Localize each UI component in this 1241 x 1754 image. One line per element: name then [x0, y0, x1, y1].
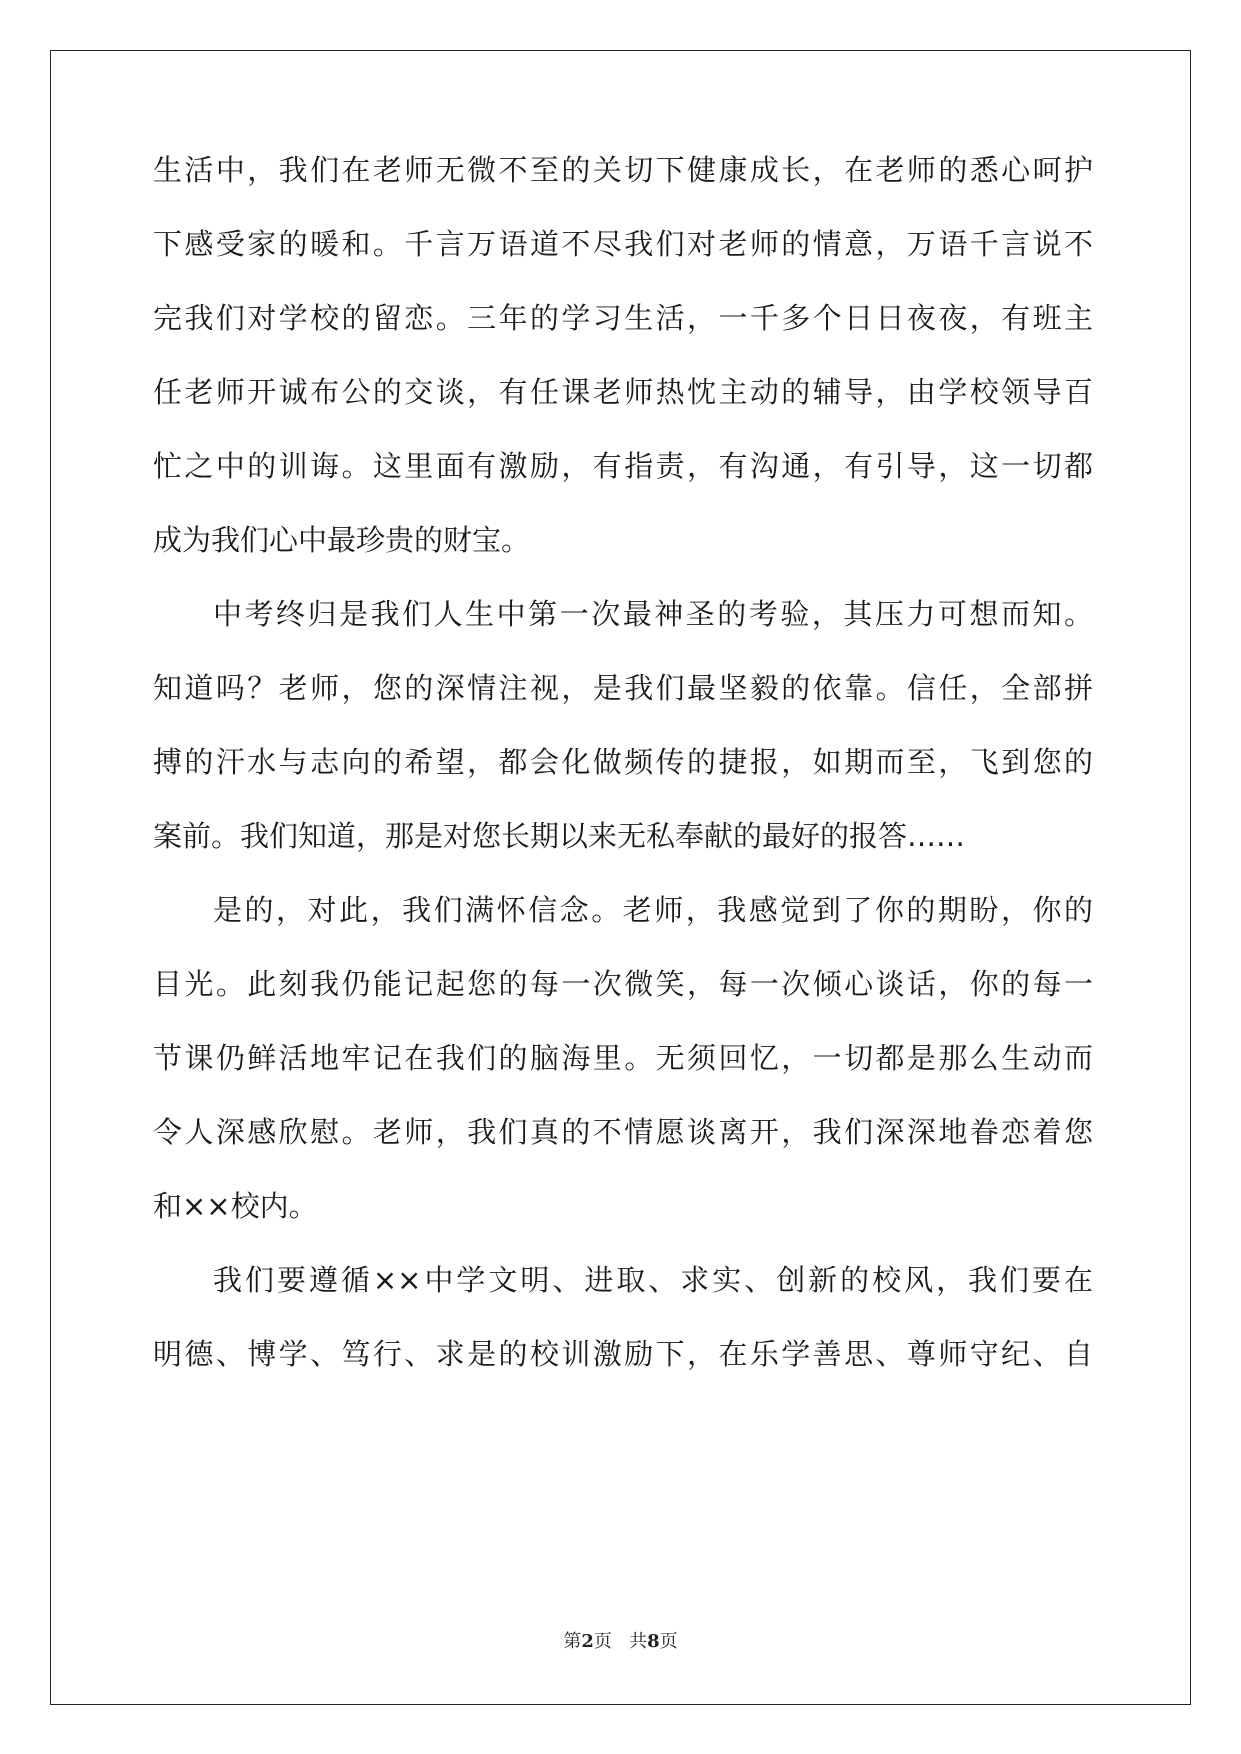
body-line: 和××校内。 [153, 1189, 318, 1223]
footer-prefix: 第 [563, 1631, 582, 1652]
body-line: 生活中，我们在老师无微不至的关切下健康成长，在老师的悉心呵护 [153, 153, 1093, 187]
body-line: 任老师开诚布公的交谈，有任课老师热忱主动的辅导，由学校领导百 [153, 375, 1093, 409]
footer-current-page: 2 [581, 1631, 594, 1652]
body-line: 搏的汗水与志向的希望，都会化做频传的捷报，如期而至，飞到您的 [153, 745, 1093, 779]
page-footer [0, 1627, 1241, 1653]
body-line: 知道吗？老师，您的深情注视，是我们最坚毅的依靠。信任，全部拼 [153, 671, 1093, 705]
body-line: 明德、博学、笃行、求是的校训激励下，在乐学善思、尊师守纪、自 [153, 1337, 1093, 1371]
body-line: 完我们对学校的留恋。三年的学习生活，一千多个日日夜夜，有班主 [153, 301, 1093, 335]
body-line: 令人深感欣慰。老师，我们真的不情愿谈离开，我们深深地眷恋着您 [153, 1115, 1093, 1149]
footer-mid: 页 共 [593, 1631, 648, 1652]
body-line: 节课仍鲜活地牢记在我们的脑海里。无须回忆，一切都是那么生动而 [153, 1041, 1093, 1075]
body-line: 忙之中的训诲。这里面有激励，有指责，有沟通，有引导，这一切都 [153, 449, 1093, 483]
paragraph-first-line: 我们要遵循××中学文明、进取、求实、创新的校风，我们要在 [213, 1263, 1093, 1297]
body-line: 目光。此刻我仍能记起您的每一次微笑，每一次倾心谈话，你的每一 [153, 967, 1093, 1001]
body-line: 成为我们心中最珍贵的财宝。 [153, 523, 531, 557]
paragraph-first-line: 是的，对此，我们满怀信念。老师，我感觉到了你的期盼，你的 [213, 893, 1093, 927]
body-line: 下感受家的暖和。千言万语道不尽我们对老师的情意，万语千言说不 [153, 227, 1093, 261]
footer-suffix: 页 [659, 1631, 678, 1652]
footer-total-pages: 8 [647, 1631, 660, 1652]
body-line: 案前。我们知道，那是对您长期以来无私奉献的最好的报答…… [153, 819, 966, 853]
paragraph-first-line: 中考终归是我们人生中第一次最神圣的考验，其压力可想而知。 [213, 597, 1093, 631]
